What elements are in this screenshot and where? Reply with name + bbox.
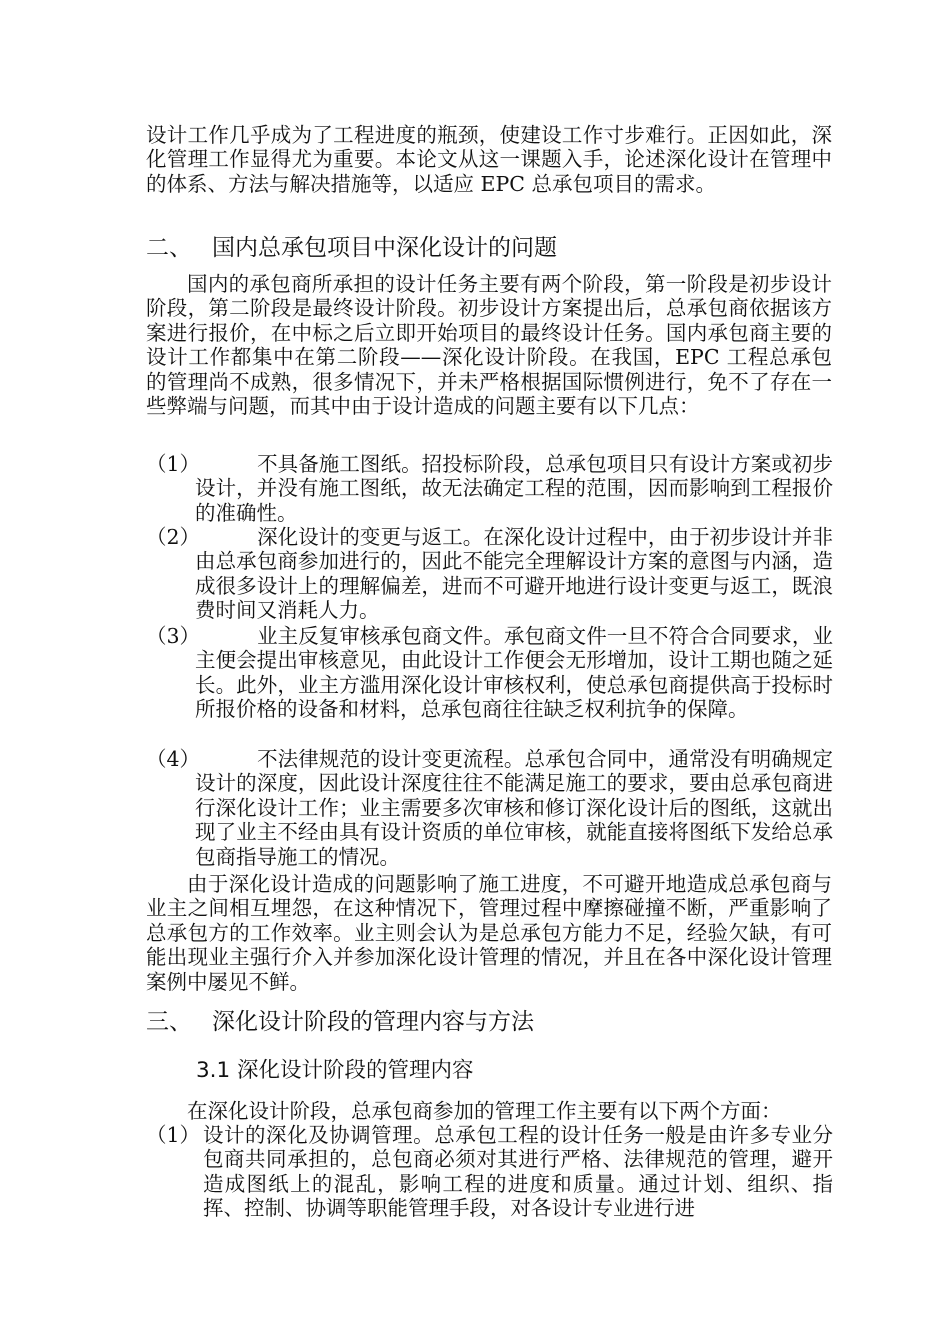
list-item-number: （2） [146,525,201,549]
list-item-number: （3） [146,624,201,648]
subsection-3-1-paragraph: 在深化设计阶段，总承包商参加的管理工作主要有以下两个方面： [187,1099,782,1123]
list-item-number: （1） [146,452,201,476]
section-3-title: 深化设计阶段的管理内容与方法 [212,1009,534,1035]
section-2-title: 国内总承包项目中深化设计的问题 [212,235,557,261]
subsection-3-1-heading [196,1057,474,1085]
list-item-content: 设计的深化及协调管理。总承包工程的设计任务一般是由许多专业分包商共同承担的，总包商必须对其进行严格、法律规范的管理，避开造成图纸上的混乱，影响工程的进度和质量。通过计划、组织、指挥、控制、协调等职能管理手段，对各设计专业进行进 [203,1123,833,1221]
subsection-3-1-number: 3.1 [196,1058,231,1083]
intro-paragraph: 设计工作几乎成为了工程进度的瓶颈，使建设工作寸步难行。正因如此，深化管理工作显得尤为重要。本论文从这一课题入手，论述深化设计在管理中的体系、方法与解决措施等，以适应 EPC 总承包项目的需求。 [146,123,832,196]
list-item-content: 不具备施工图纸。招投标阶段，总承包项目只有设计方案或初步设计，并没有施工图纸，故无法确定工程的范围，因而影响到工程报价的准确性。 [195,452,833,525]
subsection-3-1-title: 深化设计阶段的管理内容 [237,1058,474,1083]
list-item-text [195,452,833,525]
list-item-number: （1） [146,1123,201,1147]
list-item-content: 不法律规范的设计变更流程。总承包合同中，通常没有明确规定设计的深度，因此设计深度往往不能满足施工的要求，要由总承包商进行深化设计工作；业主需要多次审核和修订深化设计后的图纸，这就出现了业主不经由具有设计资质的单位审核，就能直接将图纸下发给总承包商指导施工的情况。 [195,747,833,869]
list-item-text [203,1123,833,1221]
list-item-number: （4） [146,747,201,771]
section-3-heading [146,1008,534,1036]
list-item-content: 业主反复审核承包商文件。承包商文件一旦不符合合同要求，业主便会提出审核意见，由此设计工作便会无形增加，设计工期也随之延长。此外，业主方滥用深化设计审核权利，使总承包商提供高于投标时所报价格的设备和材料，总承包商往往缺乏权利抗争的保障。 [195,624,833,722]
section-2-paragraph: 国内的承包商所承担的设计任务主要有两个阶段，第一阶段是初步设计阶段，第二阶段是最终设计阶段。初步设计方案提出后，总承包商依据该方案进行报价，在中标之后立即开始项目的最终设计任务。国内承包商主要的设计工作都集中在第二阶段——深化设计阶段。在我国，EPC 工程总承包的管理尚不成熟，很多情况下，并未严格根据国际惯例进行，免不了存在一些弊端与问题，而其中由于设计造成的问题主要有以下几点： [146,272,832,419]
list-item-text [195,525,833,623]
section-2-number: 二、 [146,235,192,261]
list-item-text [195,747,833,869]
section-2-heading [146,234,557,262]
list-item-text [195,624,833,722]
section-2-closing-paragraph: 由于深化设计造成的问题影响了施工进度，不可避开地造成总承包商与业主之间相互埋怨，在这种情况下，管理过程中摩擦碰撞不断，严重影响了总承包方的工作效率。业主则会认为是总承包方能力不足，经验欠缺，有可能出现业主强行介入并参加深化设计管理的情况，并且在各中深化设计管理案例中屡见不鲜。 [146,872,832,994]
section-3-number: 三、 [146,1009,192,1035]
list-item-content: 深化设计的变更与返工。在深化设计过程中，由于初步设计并非由总承包商参加进行的，因此不能完全理解设计方案的意图与内涵，造成很多设计上的理解偏差，进而不可避开地进行设计变更与返工，既浪费时间又消耗人力。 [195,525,833,623]
